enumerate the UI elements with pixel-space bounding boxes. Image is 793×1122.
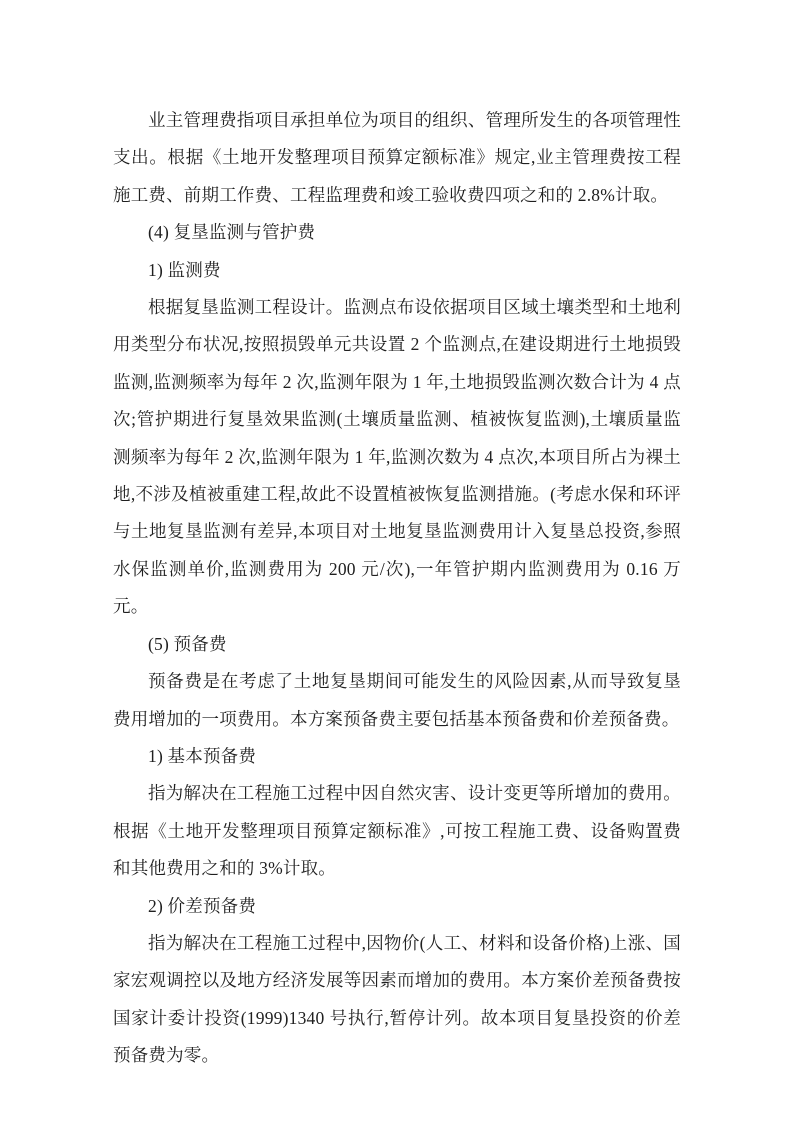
para-price-difference-reserve-fee-body: 指为解决在工程施工过程中,因物价(人工、材料和设备价格)上涨、国家宏观调控以及地方经济发展等因素而增加的费用。本方案价差预备费按国家计委计投资(1999)1340 号执行,暂停计列。故本项目复垦投资的价差预备费为零。 (113, 932, 681, 1066)
heading-basic-reserve-fee: 1) 基本预备费 (148, 745, 257, 766)
heading-price-difference-reserve-fee: 2) 价差预备费 (148, 895, 257, 916)
heading-monitoring-fee: 1) 监测费 (148, 259, 221, 280)
para-monitoring-fee-body: 根据复垦监测工程设计。监测点布设依据项目区域土壤类型和土地利用类型分布状况,按照损毁单元共设置 2 个监测点,在建设期进行土地损毁监测,监测频率为每年 2 次,监测年限为 1 年,土地损毁监测次数合计为 4 点次;管护期进行复垦效果监测(土壤质量监测、植被恢复监测),土壤质量监测频率为每年 2 次,监测年限为 1 年,监测次数为 4 点次,本项目所占为裸土地,不涉及植被重建工程,故此不设置植被恢复监测措施。(考虑水保和环评与土地复垦监测有差异,本项目对土地复垦监测费用计入复垦总投资,参照水保监测单价,监测费用为 200 元/次),一年管护期内监测费用为 0.16 万元。 (113, 297, 681, 617)
heading-reserve-fee: (5) 预备费 (148, 633, 227, 654)
para-owner-management-fee: 业主管理费指项目承担单位为项目的组织、管理所发生的各项管理性支出。根据《土地开发整理项目预算定额标准》规定,业主管理费按工程施工费、前期工作费、工程监理费和竣工验收费四项之和的 2.8%计取。 (113, 110, 681, 205)
para-reserve-fee-body: 预备费是在考虑了土地复垦期间可能发生的风险因素,从而导致复垦费用增加的一项费用。本方案预备费主要包括基本预备费和价差预备费。 (113, 671, 681, 729)
document-body (113, 102, 681, 1075)
heading-reclamation-monitoring-and-custody-fee: (4) 复垦监测与管护费 (148, 222, 316, 243)
para-basic-reserve-fee-body: 指为解决在工程施工过程中因自然灾害、设计变更等所增加的费用。根据《土地开发整理项目预算定额标准》,可按工程施工费、设备购置费和其他费用之和的 3%计取。 (113, 783, 681, 879)
